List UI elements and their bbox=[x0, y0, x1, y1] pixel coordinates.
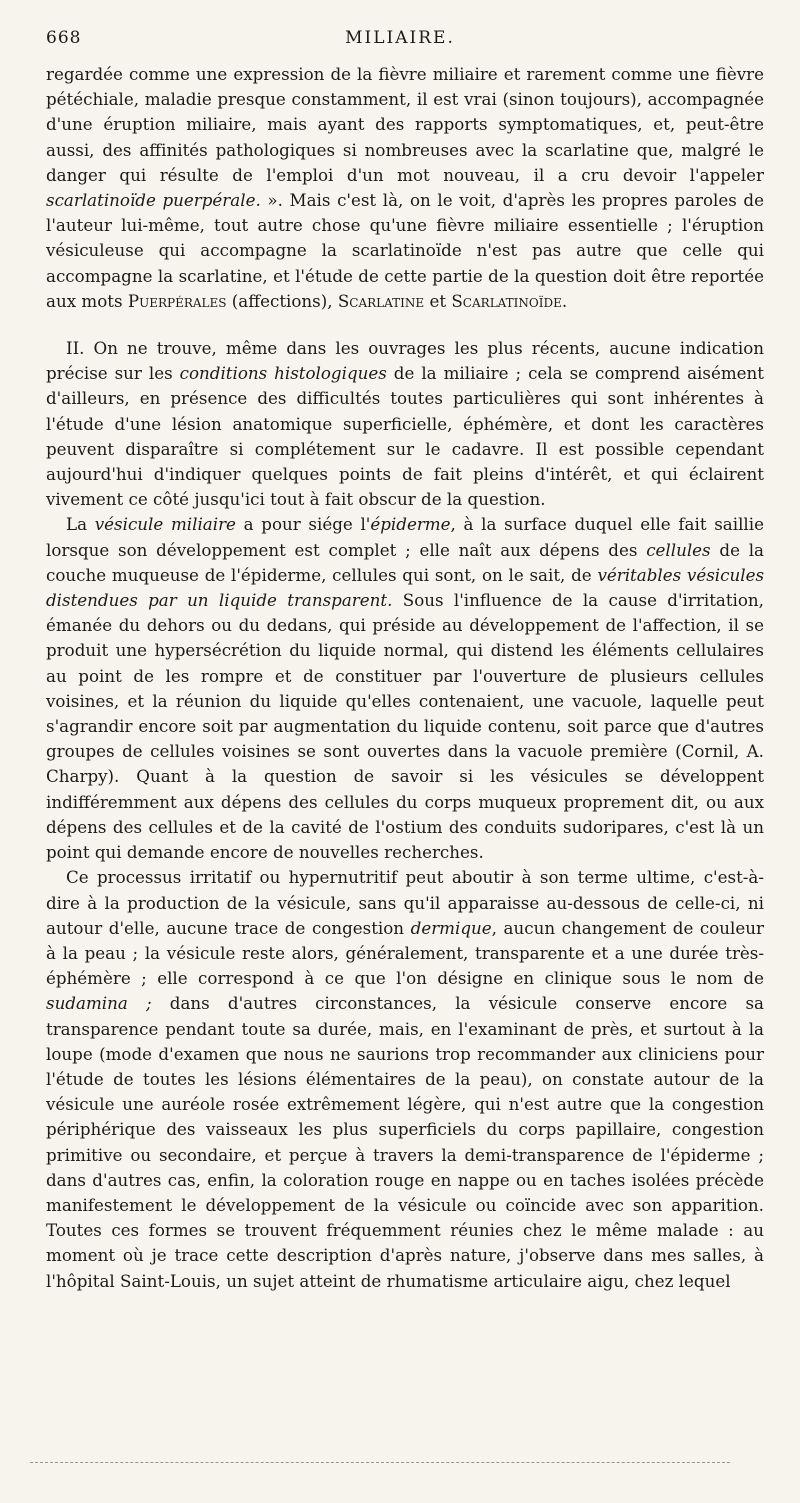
footer-rule bbox=[30, 1462, 730, 1463]
italic-term: vésicule miliaire bbox=[94, 514, 236, 535]
text-run: et bbox=[424, 290, 452, 311]
italic-term: véritables vésicules distendues par un liquide transparent. bbox=[46, 564, 765, 611]
italic-term: cellules bbox=[646, 539, 711, 560]
text-run: (affections), bbox=[226, 290, 338, 311]
page-number: 668 bbox=[46, 28, 82, 48]
paragraph-4 bbox=[46, 865, 764, 1293]
body-text bbox=[46, 62, 764, 1294]
text-run: ». Mais c'est là, on le voit, d'après les propres paroles de l'auteur lui-même, tout autre chose qu'une fièvre miliaire essentielle ; l'éruption vésiculeuse qui accompagne la scarlatinoïde n'est pas autre que celle qui accompagne la scarlatine, et l'étude de cette partie de la question doit être reportée aux mots bbox=[46, 190, 764, 311]
running-head bbox=[46, 28, 754, 52]
text-run: a pour siége l' bbox=[235, 514, 371, 535]
small-caps-term: Puerpérales bbox=[127, 290, 227, 311]
small-caps-term: Scarlatine bbox=[337, 290, 425, 311]
italic-term: sudamina ; bbox=[46, 993, 152, 1014]
paragraph-1 bbox=[46, 62, 764, 314]
italic-term: scarlatinoïde puerpérale. bbox=[46, 190, 261, 211]
italic-term: dermique bbox=[410, 917, 492, 938]
text-run: , à la surface duquel elle fait saillie lorsque son développement est complet ; elle naît aux dépens des bbox=[46, 514, 764, 560]
text-run: . bbox=[561, 290, 568, 311]
running-title: MILIAIRE. bbox=[345, 28, 455, 48]
text-run: regardée comme une expression de la fièvre miliaire et rarement comme une fièvre pétéchiale, maladie presque constamment, il est vrai (sinon toujours), accompagnée d'une éruption miliaire, mais ayant des rapports symptomatiques, et, peut-être aussi, des affinités pathologiques si nombreuses avec la scarlatine que, malgré le danger qui résulte de l'emploi d'un mot nouveau, il a cru devoir l'appeler bbox=[46, 64, 764, 185]
text-run: , aucun changement de couleur à la peau ; la vésicule reste alors, généralement, transparente et a une durée très-éphémère ; elle correspond à ce que l'on désigne en clinique sous le nom de bbox=[46, 917, 764, 989]
italic-term: épiderme bbox=[370, 514, 451, 535]
small-caps-term: Scarlatinoïde bbox=[451, 290, 562, 311]
italic-term: conditions histologiques bbox=[179, 363, 387, 384]
paragraph-2 bbox=[46, 336, 764, 512]
text-run: dans d'autres circonstances, la vésicule conserve encore sa transparence pendant toute sa durée, mais, en l'examinant de près, et surtout à la loupe (mode d'examen que nous ne saurions trop recommander aux cliniciens pour l'étude de toutes les lésions élémentaires de la peau), on constate autour de la vésicule une auréole rosée extrêmement légère, qui n'est autre que la congestion périphérique des vaisseaux les plus superficiels du corps papillaire, congestion primitive ou secondaire, et perçue à travers la demi-transparence de l'épiderme ; dans d'autres cas, enfin, la coloration rouge en nappe ou en taches isolées précède manifestement le développement de la vésicule ou coïncide avec son apparition. Toutes ces formes se trouvent fréquemment réunies chez le même malade : au moment où je trace cette description d'après nature, j'observe dans mes salles, à l'hôpital Saint-Louis, un sujet atteint de rhumatisme articulaire aigu, chez lequel bbox=[46, 993, 764, 1291]
text-run: La bbox=[66, 514, 95, 535]
paragraph-3 bbox=[46, 512, 764, 865]
text-run: II. On ne trouve, même dans les ouvrages les plus récents, aucune indication précise sur les bbox=[46, 338, 764, 384]
text-run: Sous l'influence de la cause d'irritation, émanée du dehors ou du dedans, qui préside au développement de l'affection, il se produit une hypersécrétion du liquide normal, qui distend les éléments cellulaires au point de les rompre et de constituer par l'ouverture de plusieurs cellules voisines, et la réunion du liquide qu'elles contenaient, une vacuole, laquelle peut s'agrandir encore soit par augmentation du liquide contenu, soit parce que d'autres groupes de cellules voisines se sont ouvertes dans la vacuole première (Cornil, A. Charpy). Quant à la question de savoir si les vésicules se développent indifféremment aux dépens des cellules du corps muqueux proprement dit, ou aux dépens des cellules et de la cavité de l'ostium des conduits sudoripares, c'est là un point qui demande encore de nouvelles recherches. bbox=[46, 590, 764, 863]
text-run: de la couche muqueuse de l'épiderme, cellules qui sont, on le sait, de bbox=[46, 539, 765, 585]
text-run: de la miliaire ; cela se comprend aisément d'ailleurs, en présence des difficultés toutes particulières qui sont inhérentes à l'étude d'une lésion anatomique superficielle, éphémère, et dont les caractères peuvent disparaître si complétement sur le cadavre. Il est possible cependant aujourd'hui d'indiquer quelques points de fait pleins d'intérêt, et qui éclairent vivement ce côté jusqu'ici tout à fait obscur de la question. bbox=[46, 363, 764, 510]
text-run: Ce processus irritatif ou hypernutritif peut aboutir à son terme ultime, c'est-à-dire à la production de la vésicule, sans qu'il apparaisse au-dessous de celle-ci, ni autour d'elle, aucune trace de congestion bbox=[46, 867, 764, 938]
